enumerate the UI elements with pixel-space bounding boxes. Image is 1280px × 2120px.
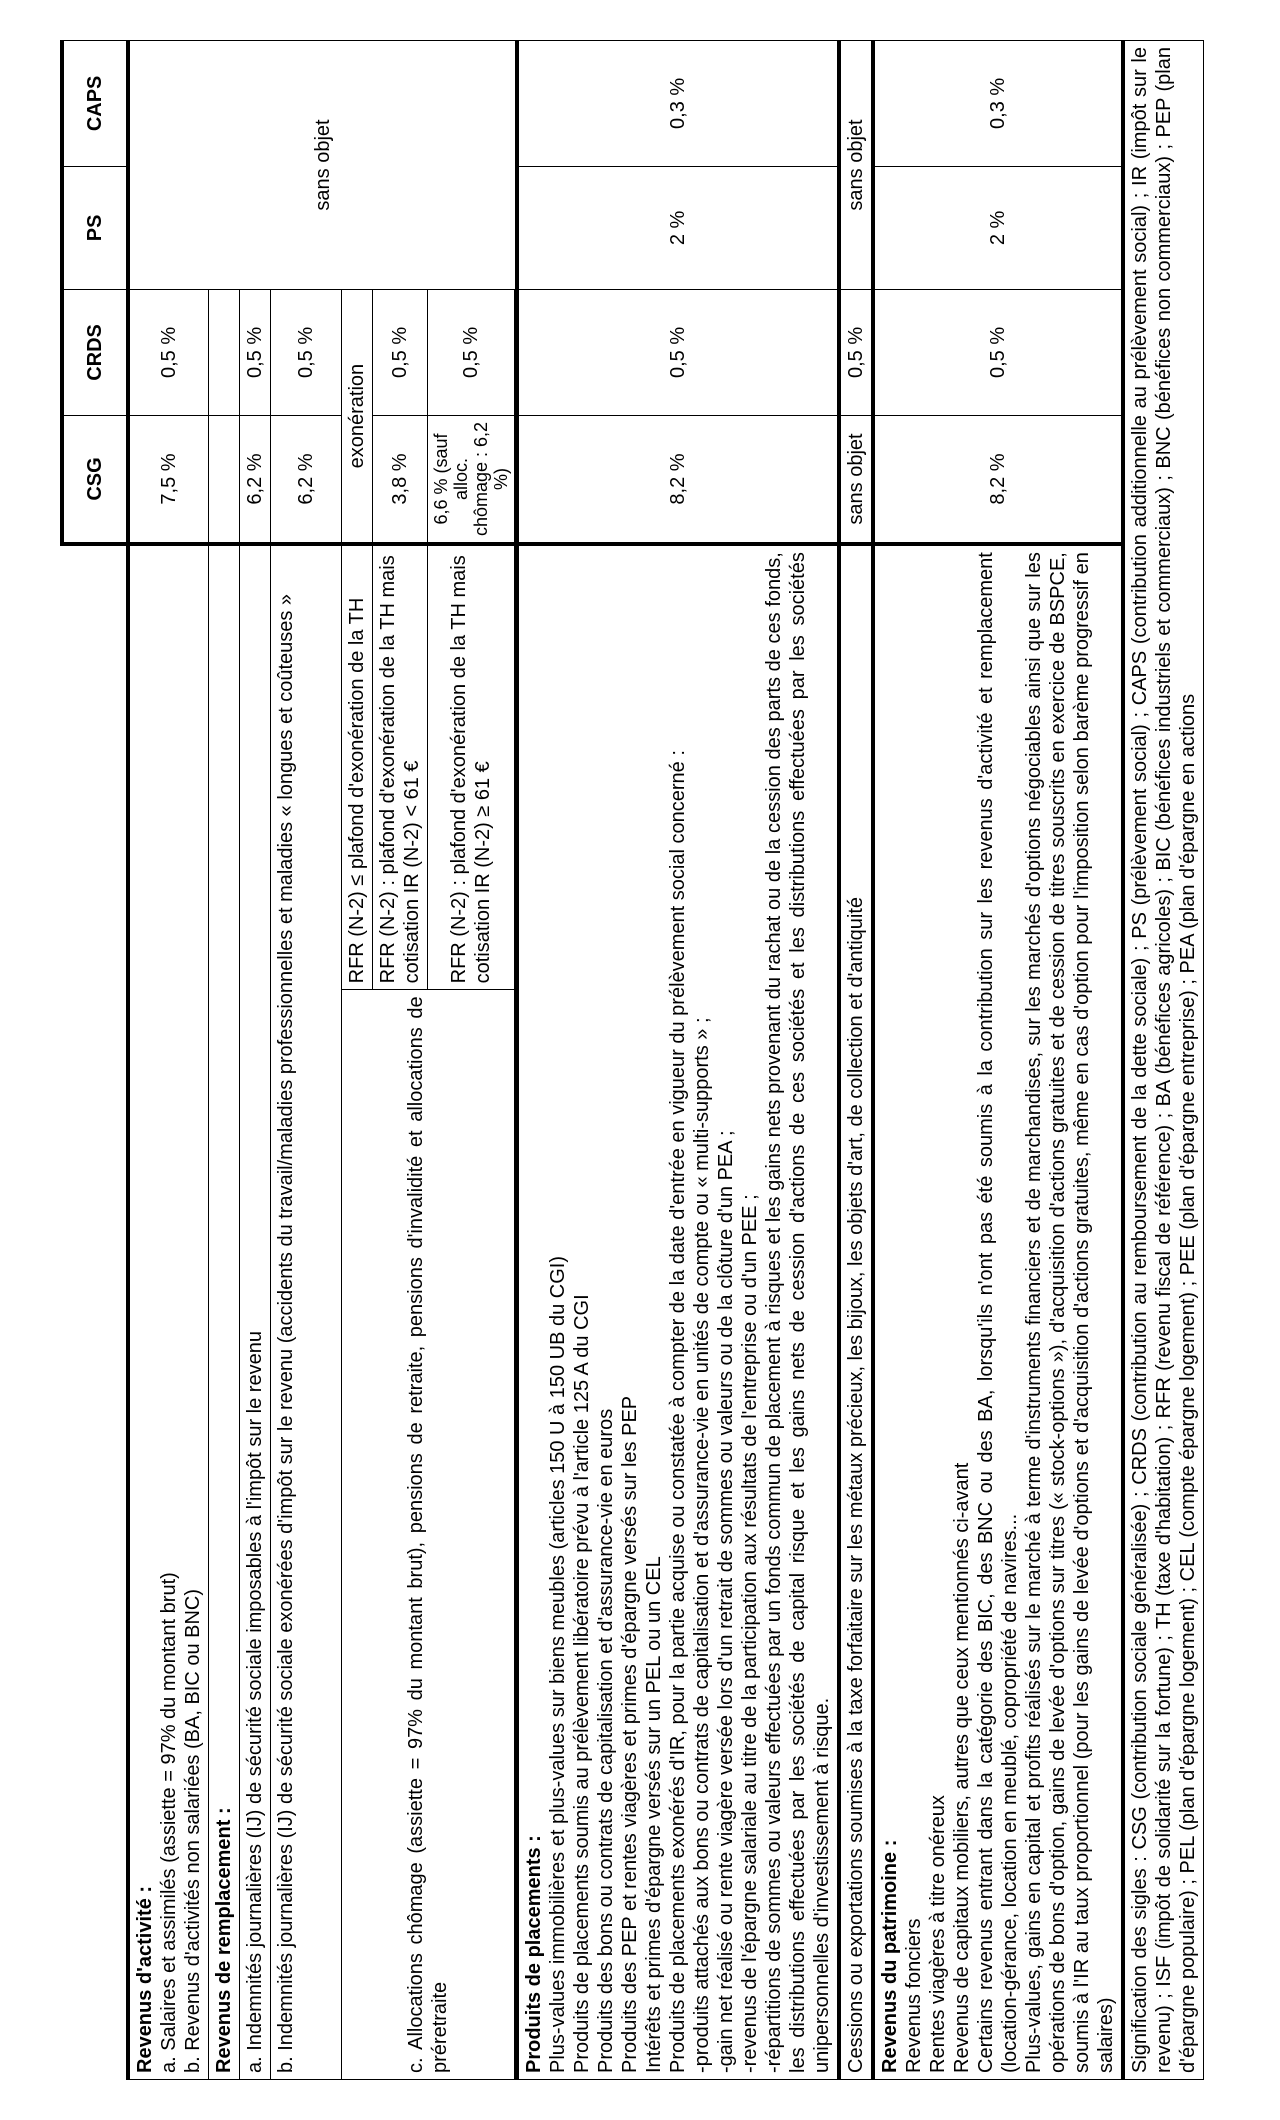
patrimoine-line: Rentes viagères à titre onéreux bbox=[927, 1795, 949, 2073]
activite-csg: 7,5 % bbox=[128, 415, 209, 544]
patrimoine-list bbox=[902, 552, 1118, 2073]
placements-title: Produits de placements : bbox=[523, 1835, 545, 2073]
remplacement-title-row bbox=[209, 41, 240, 2080]
contributions-table bbox=[60, 40, 1204, 2080]
placements-row bbox=[517, 41, 839, 2080]
document bbox=[60, 40, 1204, 2080]
header-ps: PS bbox=[62, 166, 128, 289]
patrimoine-crds: 0,5 % bbox=[873, 290, 1123, 416]
placements-line: -gain net réalisé ou rente viagère versée lors d'un retrait de sommes ou valeurs ou de la clôture d'un PEA ; bbox=[715, 1130, 737, 2073]
placements-line: Intérêts et primes d'épargne versés sur un PEL ou un CEL bbox=[643, 1556, 665, 2073]
cessions-crds: 0,5 % bbox=[839, 290, 873, 416]
patrimoine-line: Certains revenus entrant dans la catégorie des BIC, des BNC ou des BA, lorsqu'ils n'ont pas été soumis à la contribution sur les revenus d'activité et remplacement (location-gérance, location en meublé, copropriété de navires... bbox=[975, 552, 1021, 2073]
cessions-ps: sans objet bbox=[839, 41, 873, 290]
remplacement-a-csg: 6,2 % bbox=[240, 415, 271, 544]
remplacement-c: c. Allocations chômage (assiette = 97% du montant brut), pensions de retraite, pensions d'invalidité et allocations de préretraite bbox=[342, 990, 515, 2080]
placements-list bbox=[546, 552, 834, 2073]
placements-line: -répartitions de sommes ou valeurs effectuées par un fonds commun de placement à risques et les gains nets provenant du rachat ou de la cession des parts de ces fonds, les distributions effectuées par les sociétés de capital risque et les gains nets de cession d'actions de ces sociétés et les distributions effectuées par les sociétés unipersonnelles d'investissement à risque. bbox=[763, 552, 833, 2073]
header-row bbox=[62, 41, 128, 2080]
header-csg: CSG bbox=[62, 415, 128, 544]
placements-line: Produits des bons ou contrats de capitalisation et d'assurance-vie en euros bbox=[595, 1408, 617, 2073]
cessions-row bbox=[839, 41, 873, 2080]
patrimoine-line: Revenus fonciers bbox=[903, 1918, 925, 2073]
remplacement-a-crds: 0,5 % bbox=[240, 290, 271, 416]
placements-ps: 2 % bbox=[517, 166, 839, 289]
footnote-row bbox=[1123, 41, 1204, 2080]
remplacement-c3-label: RFR (N-2) : plafond d'exonération de la TH mais cotisation IR (N-2) ≥ 61 € bbox=[428, 544, 515, 990]
patrimoine-title: Revenus du patrimoine : bbox=[879, 1839, 901, 2073]
remplacement-b-row bbox=[271, 41, 342, 2080]
patrimoine-ps: 2 % bbox=[873, 166, 1123, 289]
remplacement-c1-label: RFR (N-2) ≤ plafond d'exonération de la TH bbox=[342, 544, 373, 990]
placements-line: Produits de placements exonérés d'IR, pour la partie acquise ou constatée à compter de la date d'entrée en vigueur du prélèvement social concerné : bbox=[667, 750, 689, 2073]
placements-line: -produits attachés aux bons ou contrats de capitalisation et d'assurance-vie en unités de compte ou « multi-supports » ; bbox=[691, 1017, 713, 2073]
sans-objet-cell: sans objet bbox=[128, 41, 517, 290]
remplacement-b-csg: 6,2 % bbox=[271, 415, 342, 544]
patrimoine-caps: 0,3 % bbox=[873, 41, 1123, 167]
remplacement-c3-crds: 0,5 % bbox=[428, 290, 515, 416]
remplacement-c3-csg: 6,6 % (sauf alloc. chômage : 6,2 %) bbox=[428, 415, 515, 544]
patrimoine-line: Revenus de capitaux mobiliers, autres que ceux mentionnés ci-avant bbox=[951, 1462, 973, 2073]
activite-crds: 0,5 % bbox=[128, 290, 209, 416]
footnote: Signification des sigles : CSG (contribution sociale généralisée) ; CRDS (contribution au remboursement de la dette sociale) ; PS (prélèvement social) ; CAPS (contribution additionnelle au prélèvement social) ; IR (impôt sur le revenu) ; ISF (impôt de solidarité sur la fortune) ; TH (taxe d'habitation) ; RFR (revenu fiscal de référence) ; BA (bénéfices agricoles) ; BIC (bénéfices industriels et commerciaux) ; BNC (bénéfices non commerciaux) ; PEP (plan d'épargne populaire) ; PEL (plan d'épargne logement) ; CEL (compte épargne logement) ; PEE (plan d'épargne entreprise) ; PEA (plan d'épargne en actions bbox=[1123, 41, 1204, 2080]
placements-line: Produits des PEP et rentes viagères et primes d'épargne versés sur les PEP bbox=[619, 1395, 641, 2073]
remplacement-a-row bbox=[240, 41, 271, 2080]
remplacement-c2-crds: 0,5 % bbox=[373, 290, 428, 416]
remplacement-c1-row bbox=[342, 41, 373, 2080]
remplacement-a: a. Indemnités journalières (IJ) de sécurité sociale imposables à l'impôt sur le revenu bbox=[240, 544, 271, 2079]
patrimoine-line: Plus-values, gains en capital et profits réalisés sur le marché à terme d'instruments financiers et de marchandises, sur les marchés d'options négociables ainsi que sur les opérations de bons d'option, gains de levée d'options sur titres (« stock-options »), d'acquisition d'actions gratuites et de cession de titres souscrits en exercice de BSPCE, soumis à l'IR au taux proportionnel (pour les gains de levée d'options et d'acquisition d'actions gratuites, même en cas d'option pour l'imposition selon barème progressif en salaires) bbox=[1023, 552, 1117, 2073]
activite-title: Revenus d'activité : bbox=[134, 1885, 156, 2073]
remplacement-b: b. Indemnités journalières (IJ) de sécurité sociale exonérées d'impôt sur le revenu (accidents du travail/maladies professionnelles et maladies « longues et coûteuses » bbox=[271, 544, 342, 2079]
cessions-label: Cessions ou exportations soumises à la taxe forfaitaire sur les métaux précieux, les bijoux, les objets d'art, de collection et d'antiquité bbox=[839, 544, 873, 2079]
patrimoine-label bbox=[873, 544, 1123, 2079]
activite-a: a. Salaires et assimilés (assiette = 97% du montant brut) bbox=[158, 1572, 180, 2073]
remplacement-title: Revenus de remplacement : bbox=[209, 544, 240, 2079]
remplacement-c2-csg: 3,8 % bbox=[373, 415, 428, 544]
placements-line: Plus-values immobilières et plus-values sur biens meubles (articles 150 U à 150 UB du CGI) bbox=[547, 1255, 569, 2073]
header-crds: CRDS bbox=[62, 290, 128, 416]
patrimoine-row bbox=[873, 41, 1123, 2080]
placements-crds: 0,5 % bbox=[517, 290, 839, 416]
remplacement-b-crds: 0,5 % bbox=[271, 290, 342, 416]
placements-line: -revenus de l'épargne salariale au titre de la participation aux résultats de l'entreprise ou d'un PEE ; bbox=[739, 1194, 761, 2073]
remplacement-c1-rate: exonération bbox=[342, 290, 373, 545]
placements-label bbox=[517, 544, 839, 2079]
patrimoine-csg: 8,2 % bbox=[873, 415, 1123, 544]
placements-csg: 8,2 % bbox=[517, 415, 839, 544]
remplacement-c2-label: RFR (N-2) : plafond d'exonération de la TH mais cotisation IR (N-2) < 61 € bbox=[373, 544, 428, 990]
header-caps: CAPS bbox=[62, 41, 128, 167]
cessions-csg: sans objet bbox=[839, 415, 873, 544]
activite-b: b. Revenus d'activités non salariées (BA, BIC ou BNC) bbox=[182, 1588, 204, 2073]
placements-line: Produits de placements soumis au prélèvement libératoire prévu à l'article 125 A du CGI bbox=[571, 1294, 593, 2073]
activite-label bbox=[128, 544, 209, 2079]
activite-row bbox=[128, 41, 209, 2080]
placements-caps: 0,3 % bbox=[517, 41, 839, 167]
